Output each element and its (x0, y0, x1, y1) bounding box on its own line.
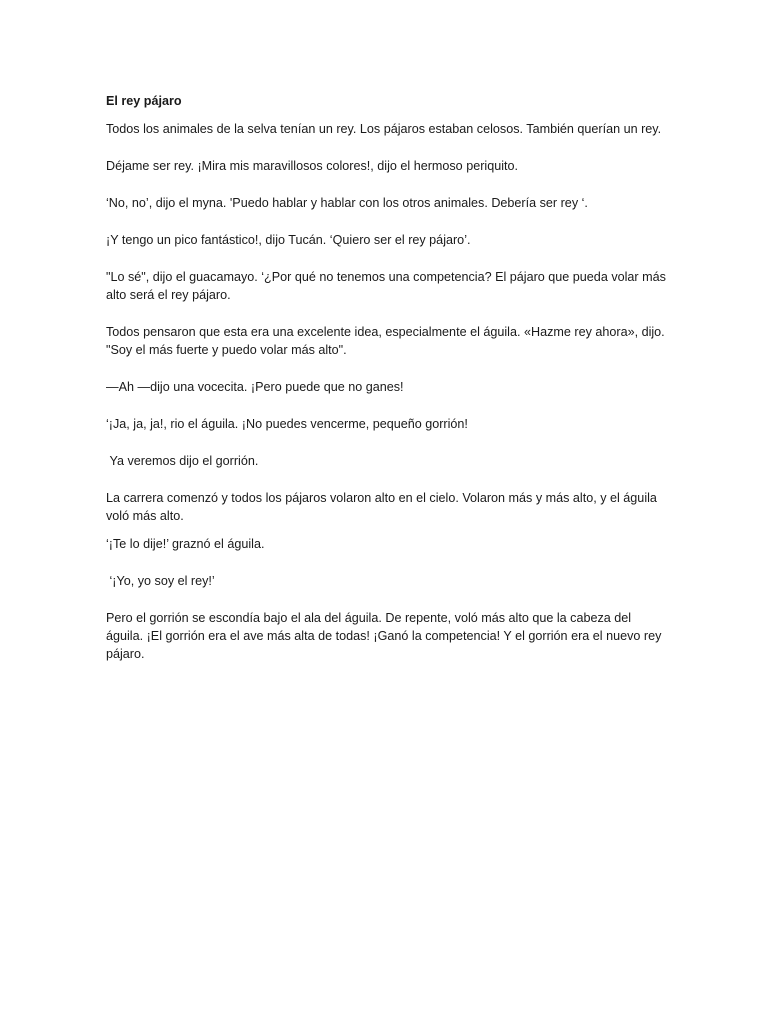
paragraph: —Ah —dijo una vocecita. ¡Pero puede que no ganes! (106, 380, 404, 394)
paragraph: ¡Y tengo un pico fantástico!, dijo Tucán. ‘Quiero ser el rey pájaro’. (106, 233, 471, 247)
paragraph: ‘¡Yo, yo soy el rey!’ (106, 574, 215, 588)
paragraph: ‘¡Te lo dije!’ graznó el águila. (106, 537, 265, 551)
paragraph: ‘No, no’, dijo el myna. 'Puedo hablar y hablar con los otros animales. Debería ser rey ‘. (106, 196, 588, 210)
document-title: El rey pájaro (106, 94, 182, 108)
paragraph: Pero el gorrión se escondía bajo el ala del águila. De repente, voló más alto que la cabeza del águila. ¡El gorrión era el ave más alta de todas! ¡Ganó la competencia! Y el gorrión era el nuevo rey pájaro. (106, 611, 665, 661)
paragraph: "Lo sé", dijo el guacamayo. ‘¿Por qué no tenemos una competencia? El pájaro que pueda volar más alto será el rey pájaro. (106, 270, 670, 302)
paragraph: Todos los animales de la selva tenían un rey. Los pájaros estaban celosos. También querían un rey. (106, 122, 662, 136)
paragraph: La carrera comenzó y todos los pájaros volaron alto en el cielo. Volaron más y más alto, y el águila voló más alto. (106, 491, 661, 523)
paragraph: Ya veremos dijo el gorrión. (106, 454, 259, 468)
document-body (106, 92, 670, 682)
paragraph: Todos pensaron que esta era una excelente idea, especialmente el águila. «Hazme rey ahora», dijo. "Soy el más fuerte y puedo volar más alto". (106, 325, 669, 357)
paragraph: ‘¡Ja, ja, ja!, rio el águila. ¡No puedes vencerme, pequeño gorrión! (106, 417, 468, 431)
paragraph: Déjame ser rey. ¡Mira mis maravillosos colores!, dijo el hermoso periquito. (106, 159, 518, 173)
